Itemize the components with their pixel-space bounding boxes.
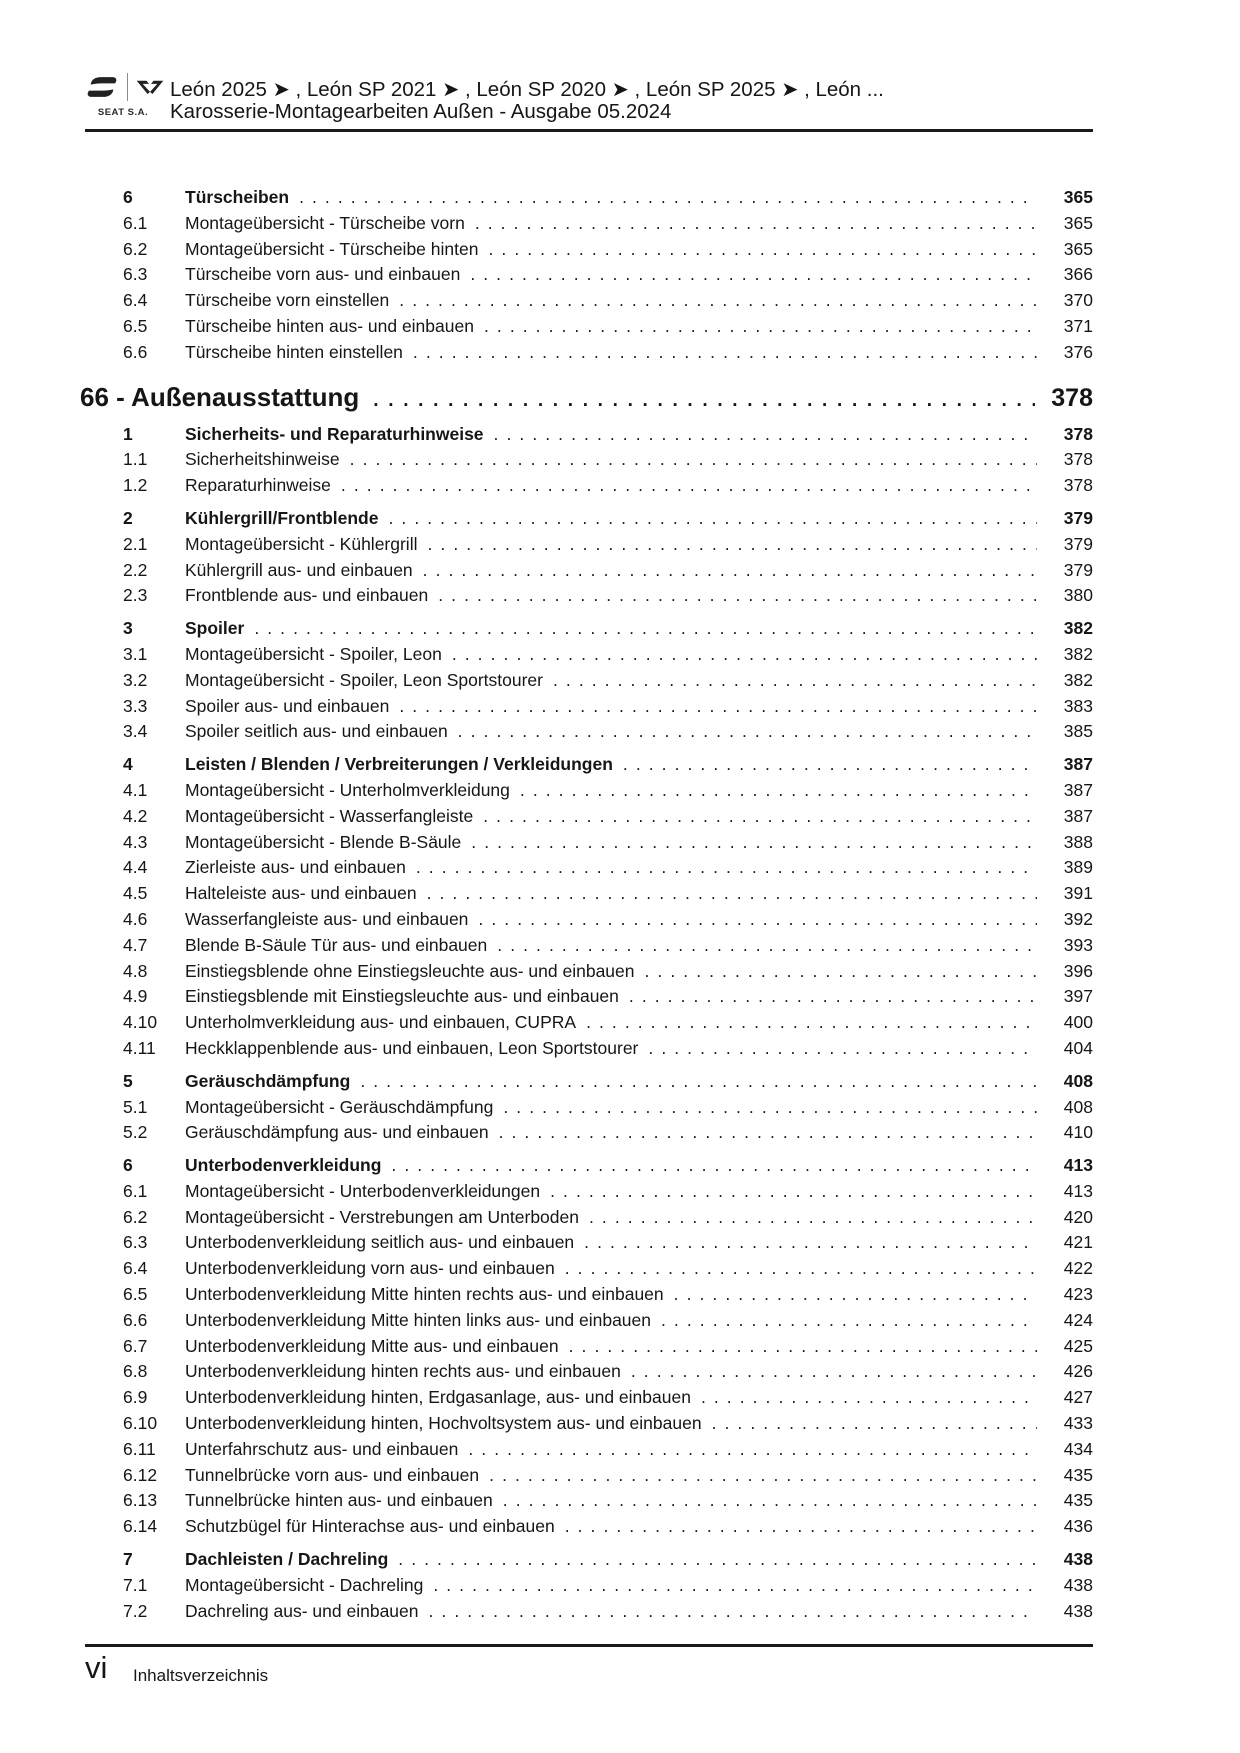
toc-row: [80, 1601, 1093, 1627]
toc-row: [80, 1310, 1093, 1336]
toc-entry-number: 6.3: [123, 264, 148, 285]
toc-group-row: [80, 187, 1093, 213]
toc-entry-number: 6.2: [123, 1206, 148, 1227]
toc-entry-page: 427: [1063, 1387, 1093, 1408]
toc-entry-title: Türscheibe vorn aus- und einbauen: [185, 264, 461, 285]
toc-entry-number: 6.5: [123, 1284, 148, 1305]
toc-entry-number: 6.12: [123, 1464, 158, 1485]
toc-entry-number: 6.4: [123, 290, 148, 311]
toc-entry-number: 6.5: [123, 315, 148, 336]
dot-leader: [399, 696, 1037, 717]
dot-leader: [497, 935, 1037, 956]
dot-leader: [427, 534, 1037, 555]
toc-entry-title: Dachreling aus- und einbauen: [185, 1600, 419, 1621]
toc-entry-title: Türscheibe hinten einstellen: [185, 341, 403, 362]
toc-entry-title: Spoiler aus- und einbauen: [185, 695, 390, 716]
toc-entry-title: Montageübersicht - Verstrebungen am Unterboden: [185, 1206, 579, 1227]
toc-entry-number: 3.3: [123, 695, 148, 716]
toc-entry-title: Leisten / Blenden / Verbreiterungen / Verkleidungen: [185, 754, 613, 775]
toc-entry-number: 7.1: [123, 1574, 148, 1595]
toc-entry-title: Wasserfangleiste aus- und einbauen: [185, 908, 469, 929]
toc-row: [80, 909, 1093, 935]
toc-entry-page: 404: [1063, 1037, 1093, 1058]
dot-leader: [452, 644, 1037, 665]
dot-leader: [584, 1232, 1037, 1253]
toc-row: [80, 806, 1093, 832]
toc-entry-number: 6.7: [123, 1335, 148, 1356]
toc-entry-number: 3.1: [123, 643, 148, 664]
toc-entry-number: 5: [123, 1070, 133, 1091]
toc-entry-number: 6.8: [123, 1361, 148, 1382]
header-rule: [85, 129, 1093, 132]
toc-entry-number: 4.6: [123, 908, 148, 929]
dot-leader: [458, 721, 1037, 742]
toc-entry-page: 366: [1063, 264, 1093, 285]
toc-row: [80, 1439, 1093, 1465]
toc-entry-title: Unterbodenverkleidung Mitte hinten rechts aus- und einbauen: [185, 1284, 664, 1305]
toc-row: [80, 1387, 1093, 1413]
toc-entry-number: 4.5: [123, 883, 148, 904]
toc-entry-number: 2.3: [123, 585, 148, 606]
dot-leader: [475, 213, 1037, 234]
toc-entry-title: Montageübersicht - Unterbodenverkleidungen: [185, 1180, 541, 1201]
dot-leader: [565, 1516, 1037, 1537]
dot-leader: [468, 1439, 1037, 1460]
toc-entry-page: 383: [1063, 695, 1093, 716]
header-subtitle-line: Karosserie-Montagearbeiten Außen - Ausgabe 05.2024: [170, 100, 672, 123]
toc-row: [80, 475, 1093, 501]
toc-entry-page: 425: [1063, 1335, 1093, 1356]
toc-entry-number: 6: [123, 187, 133, 207]
toc-entry-page: 438: [1063, 1600, 1093, 1621]
toc-entry-title: Halteleiste aus- und einbauen: [185, 883, 417, 904]
dot-leader: [503, 1490, 1037, 1511]
toc-entry-title: Unterbodenverkleidung hinten, Erdgasanlage, aus- und einbauen: [185, 1387, 691, 1408]
toc-entry-number: 6: [123, 1155, 133, 1176]
footer-rule: [85, 1644, 1093, 1647]
toc-entry-title: Montageübersicht - Wasserfangleiste: [185, 805, 474, 826]
toc-entry-number: 4: [123, 754, 133, 775]
toc-entry-title: Sicherheitshinweise: [185, 449, 340, 470]
toc-row: [80, 239, 1093, 265]
cupra-logo-icon: [136, 75, 164, 99]
toc-row: [80, 585, 1093, 611]
dot-leader: [520, 780, 1037, 801]
toc-entry-page: 376: [1063, 341, 1093, 362]
toc-row: [80, 1465, 1093, 1491]
dot-leader: [438, 585, 1037, 606]
toc-entry-title: Kühlergrill/Frontblende: [185, 507, 379, 528]
toc-entry-page: 400: [1063, 1012, 1093, 1033]
toc-entry-title: Reparaturhinweise: [185, 475, 331, 496]
dot-leader: [427, 883, 1037, 904]
toc-entry-page: 433: [1063, 1413, 1093, 1434]
toc-group-row: [80, 1071, 1093, 1097]
dot-leader: [623, 754, 1037, 775]
toc-entry-number: 2.2: [123, 559, 148, 580]
toc-entry-title: Montageübersicht - Spoiler, Leon: [185, 643, 442, 664]
toc-entry-number: 4.8: [123, 960, 148, 981]
toc-entry-number: 7.2: [123, 1600, 148, 1621]
toc-row: [80, 670, 1093, 696]
toc-entry-page: 388: [1063, 831, 1093, 852]
toc-entry-number: 3.4: [123, 721, 148, 742]
toc-entry-page: 424: [1063, 1309, 1093, 1330]
toc-entry-title: Einstiegsblende mit Einstiegsleuchte aus- und einbauen: [185, 986, 619, 1007]
header-models-line: León 2025 ➤ , León SP 2021 ➤ , León SP 2020 ➤ , León SP 2025 ➤ , León ...: [170, 78, 884, 101]
toc-row: [80, 1258, 1093, 1284]
dot-leader: [712, 1413, 1037, 1434]
dot-leader: [341, 475, 1037, 496]
toc-row: [80, 1207, 1093, 1233]
toc-entry-title: Frontblende aus- und einbauen: [185, 585, 429, 606]
toc-entry-title: Tunnelbrücke vorn aus- und einbauen: [185, 1464, 480, 1485]
toc-row: [80, 1232, 1093, 1258]
toc-row: [80, 961, 1093, 987]
toc-row: [80, 832, 1093, 858]
toc-entry-page: 408: [1063, 1096, 1093, 1117]
toc-row: [80, 696, 1093, 722]
toc-entry-title: Sicherheits- und Reparaturhinweise: [185, 423, 484, 444]
toc-chapter-row: [80, 382, 1093, 416]
toc-entry-number: 4.4: [123, 857, 148, 878]
toc-entry-title: Schutzbügel für Hinterachse aus- und einbauen: [185, 1516, 555, 1537]
toc-entry-number: 3.2: [123, 669, 148, 690]
toc-entry-title: Blende B-Säule Tür aus- und einbauen: [185, 934, 488, 955]
toc-entry-number: 6.11: [123, 1438, 156, 1459]
toc-entry-page: 391: [1063, 883, 1093, 904]
toc-row: [80, 986, 1093, 1012]
toc-entry-title: Einstiegsblende ohne Einstiegsleuchte aus- und einbauen: [185, 960, 635, 981]
toc-entry-page: 387: [1063, 779, 1093, 800]
brand-logos: [85, 72, 164, 102]
dot-leader: [413, 342, 1037, 363]
toc-entry-number: 5.2: [123, 1122, 148, 1143]
toc-entry-title: Montageübersicht - Kühlergrill: [185, 533, 418, 554]
toc-entry-number: 6.2: [123, 238, 148, 259]
toc-row: [80, 264, 1093, 290]
toc-entry-page: 408: [1063, 1070, 1093, 1091]
brand-label: SEAT S.A.: [97, 107, 149, 118]
toc-row: [80, 1012, 1093, 1038]
toc-entry-title: Unterbodenverkleidung vorn aus- und einbauen: [185, 1258, 555, 1279]
toc-entry-page: 410: [1063, 1122, 1093, 1143]
toc-entry-page: 420: [1063, 1206, 1093, 1227]
toc-entry-title: Türscheibe hinten aus- und einbauen: [185, 315, 474, 336]
header-text: [170, 79, 884, 123]
dot-leader: [550, 1181, 1037, 1202]
toc-entry-page: 438: [1063, 1549, 1093, 1570]
toc-entry-title: Zierleiste aus- und einbauen: [185, 857, 406, 878]
toc-entry-page: 378: [1063, 475, 1093, 496]
dot-leader: [478, 909, 1037, 930]
dot-leader: [399, 290, 1037, 311]
dot-leader: [553, 670, 1037, 691]
dot-leader: [661, 1310, 1037, 1331]
dot-leader: [701, 1387, 1037, 1408]
toc-entry-number: 6.10: [123, 1413, 158, 1434]
toc-row: [80, 449, 1093, 475]
dot-leader: [569, 1336, 1037, 1357]
toc-row: [80, 935, 1093, 961]
toc-entry-title: Tunnelbrücke hinten aus- und einbauen: [185, 1490, 493, 1511]
dot-leader: [648, 1038, 1037, 1059]
dot-leader: [299, 187, 1037, 208]
dot-leader: [484, 316, 1037, 337]
toc-entry-page: 436: [1063, 1516, 1093, 1537]
toc-entry-page: 387: [1063, 754, 1093, 775]
toc-entry-page: 385: [1063, 721, 1093, 742]
toc-entry-title: 66 - Außenausstattung: [80, 381, 360, 412]
toc-entry-page: 434: [1063, 1438, 1093, 1459]
toc-entry-title: Heckklappenblende aus- und einbauen, Leon Sportstourer: [185, 1037, 639, 1058]
toc-entry-page: 423: [1063, 1284, 1093, 1305]
toc-entry-number: 1.1: [123, 449, 148, 470]
toc-entry-page: 396: [1063, 960, 1093, 981]
toc-row: [80, 644, 1093, 670]
dot-leader: [429, 1601, 1038, 1622]
dot-leader: [423, 560, 1037, 581]
dot-leader: [373, 382, 1035, 413]
dot-leader: [388, 508, 1037, 529]
toc-row: [80, 1413, 1093, 1439]
toc-entry-number: 5.1: [123, 1096, 148, 1117]
toc-entry-number: 1.2: [123, 475, 148, 496]
toc-entry-title: Montageübersicht - Türscheibe hinten: [185, 238, 479, 259]
toc-entry-number: 4.9: [123, 986, 148, 1007]
toc-entry-page: 365: [1063, 212, 1093, 233]
dot-leader: [494, 424, 1037, 445]
toc-entry-title: Unterbodenverkleidung Mitte hinten links aus- und einbauen: [185, 1309, 651, 1330]
toc-entry-title: Geräuschdämpfung aus- und einbauen: [185, 1122, 489, 1143]
toc-entry-title: Dachleisten / Dachreling: [185, 1549, 389, 1570]
toc-entry-number: 6.13: [123, 1490, 158, 1511]
dot-leader: [398, 1549, 1037, 1570]
toc-entry-title: Türscheiben: [185, 187, 290, 207]
toc-entry-page: 382: [1063, 618, 1093, 639]
toc-entry-title: Unterfahrschutz aus- und einbauen: [185, 1438, 459, 1459]
toc-entry-page: 379: [1063, 507, 1093, 528]
toc-row: [80, 1181, 1093, 1207]
toc-row: [80, 857, 1093, 883]
toc-row: [80, 213, 1093, 239]
toc-entry-number: 4.2: [123, 805, 148, 826]
toc-entry-page: 365: [1063, 238, 1093, 259]
toc-entry-title: Spoiler seitlich aus- und einbauen: [185, 721, 448, 742]
toc-entry-page: 422: [1063, 1258, 1093, 1279]
toc-entry-number: 2: [123, 507, 133, 528]
toc-entry-page: 392: [1063, 908, 1093, 929]
logo-divider: [127, 73, 128, 101]
dot-leader: [483, 806, 1037, 827]
toc-entry-page: 379: [1063, 559, 1093, 580]
toc-entry-number: 6.6: [123, 341, 148, 362]
toc-row: [80, 342, 1093, 368]
toc-row: [80, 1575, 1093, 1601]
toc-entry-number: 6.4: [123, 1258, 148, 1279]
toc-entry-page: 378: [1051, 383, 1093, 412]
dot-leader: [488, 239, 1037, 260]
toc-entry-title: Unterbodenverkleidung Mitte aus- und einbauen: [185, 1335, 559, 1356]
toc-group-row: [80, 508, 1093, 534]
toc-entry-number: 2.1: [123, 533, 148, 554]
toc-entry-page: 421: [1063, 1232, 1093, 1253]
toc-row: [80, 1490, 1093, 1516]
seat-logo-icon: [85, 74, 119, 100]
dot-leader: [391, 1155, 1037, 1176]
toc-group-row: [80, 1549, 1093, 1575]
toc-entry-number: 6.1: [123, 1180, 148, 1201]
toc-entry-title: Unterbodenverkleidung seitlich aus- und einbauen: [185, 1232, 575, 1253]
toc-entry-page: 389: [1063, 857, 1093, 878]
toc-entry-title: Unterbodenverkleidung: [185, 1155, 382, 1176]
toc-entry-number: 6.14: [123, 1516, 158, 1537]
toc-entry-title: Montageübersicht - Blende B-Säule: [185, 831, 462, 852]
toc-entry-page: 379: [1063, 533, 1093, 554]
toc-row: [80, 1097, 1093, 1123]
table-of-contents: [80, 180, 1093, 1626]
dot-leader: [471, 832, 1037, 853]
toc-row: [80, 560, 1093, 586]
toc-group-row: [80, 424, 1093, 450]
toc-entry-page: 378: [1063, 423, 1093, 444]
toc-entry-number: 6.1: [123, 212, 148, 233]
toc-row: [80, 534, 1093, 560]
toc-group-row: [80, 1155, 1093, 1181]
toc-row: [80, 1336, 1093, 1362]
dot-leader: [674, 1284, 1037, 1305]
toc-group-row: [80, 618, 1093, 644]
toc-entry-title: Türscheibe vorn einstellen: [185, 290, 390, 311]
toc-entry-page: 438: [1063, 1574, 1093, 1595]
footer-label: Inhaltsverzeichnis: [133, 1666, 269, 1685]
dot-leader: [433, 1575, 1037, 1596]
toc-entry-page: 413: [1063, 1155, 1093, 1176]
toc-entry-number: 3: [123, 618, 133, 639]
dot-leader: [360, 1071, 1037, 1092]
toc-entry-page: 382: [1063, 669, 1093, 690]
toc-entry-number: 4.7: [123, 934, 148, 955]
toc-entry-title: Montageübersicht - Türscheibe vorn: [185, 212, 465, 233]
toc-entry-page: 435: [1063, 1464, 1093, 1485]
toc-entry-page: 413: [1063, 1180, 1093, 1201]
footer-page-number: vi: [85, 1650, 108, 1685]
toc-entry-number: 6.3: [123, 1232, 148, 1253]
dot-leader: [254, 618, 1037, 639]
toc-row: [80, 1122, 1093, 1148]
toc-entry-page: 378: [1063, 449, 1093, 470]
toc-entry-number: 4.1: [123, 779, 148, 800]
toc-entry-title: Unterbodenverkleidung hinten, Hochvoltsystem aus- und einbauen: [185, 1413, 702, 1434]
toc-row: [80, 1038, 1093, 1064]
toc-row: [80, 1361, 1093, 1387]
toc-row: [80, 721, 1093, 747]
toc-row: [80, 780, 1093, 806]
dot-leader: [631, 1361, 1037, 1382]
dot-leader: [589, 1207, 1037, 1228]
toc-group-row: [80, 754, 1093, 780]
toc-entry-page: 393: [1063, 934, 1093, 955]
toc-entry-page: 365: [1063, 187, 1093, 207]
toc-row: [80, 883, 1093, 909]
toc-entry-page: 435: [1063, 1490, 1093, 1511]
dot-leader: [586, 1012, 1037, 1033]
toc-entry-number: 7: [123, 1549, 133, 1570]
toc-entry-title: Montageübersicht - Unterholmverkleidung: [185, 779, 510, 800]
toc-entry-title: Spoiler: [185, 618, 245, 639]
toc-entry-page: 371: [1063, 315, 1093, 336]
toc-entry-number: 4.10: [123, 1012, 158, 1033]
toc-entry-title: Kühlergrill aus- und einbauen: [185, 559, 413, 580]
dot-leader: [503, 1097, 1037, 1118]
toc-entry-page: 380: [1063, 585, 1093, 606]
dot-leader: [499, 1122, 1037, 1143]
toc-entry-page: 387: [1063, 805, 1093, 826]
toc-row: [80, 290, 1093, 316]
dot-leader: [350, 449, 1037, 470]
toc-entry-title: Geräuschdämpfung: [185, 1070, 351, 1091]
toc-entry-number: 4.11: [123, 1037, 156, 1058]
toc-entry-page: 397: [1063, 986, 1093, 1007]
toc-entry-title: Montageübersicht - Dachreling: [185, 1574, 424, 1595]
dot-leader: [489, 1465, 1037, 1486]
toc-row: [80, 316, 1093, 342]
toc-entry-title: Unterholmverkleidung aus- und einbauen, CUPRA: [185, 1012, 577, 1033]
dot-leader: [470, 264, 1037, 285]
toc-row: [80, 1516, 1093, 1542]
toc-row: [80, 1284, 1093, 1310]
toc-entry-title: Unterbodenverkleidung hinten rechts aus- und einbauen: [185, 1361, 621, 1382]
toc-entry-number: 1: [123, 423, 133, 444]
toc-entry-number: 6.6: [123, 1309, 148, 1330]
dot-leader: [416, 857, 1037, 878]
toc-entry-page: 382: [1063, 643, 1093, 664]
toc-entry-number: 6.9: [123, 1387, 148, 1408]
toc-entry-page: 370: [1063, 290, 1093, 311]
dot-leader: [565, 1258, 1037, 1279]
toc-entry-page: 426: [1063, 1361, 1093, 1382]
dot-leader: [629, 986, 1037, 1007]
toc-entry-title: Montageübersicht - Geräuschdämpfung: [185, 1096, 494, 1117]
dot-leader: [645, 961, 1038, 982]
toc-entry-number: 4.3: [123, 831, 148, 852]
toc-entry-title: Montageübersicht - Spoiler, Leon Sportstourer: [185, 669, 543, 690]
